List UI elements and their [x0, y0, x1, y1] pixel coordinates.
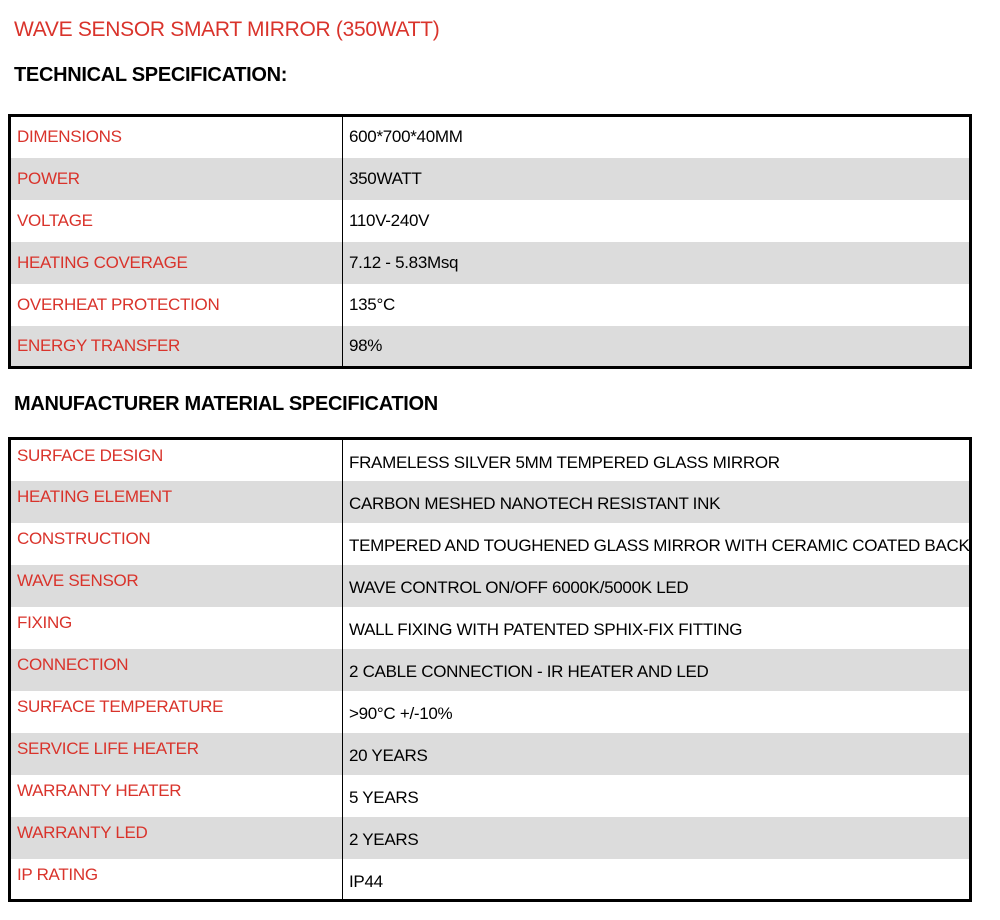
spec-value: 2 CABLE CONNECTION - IR HEATER AND LED — [343, 649, 971, 691]
table-row — [10, 116, 971, 158]
table-row — [10, 649, 971, 691]
table-row — [10, 284, 971, 326]
spec-value: 135°C — [349, 294, 395, 314]
spec-label: WARRANTY LED — [10, 817, 343, 859]
table-row — [10, 158, 971, 200]
spec-label: ENERGY TRANSFER — [10, 326, 343, 368]
table-row — [10, 775, 971, 817]
spec-label: HEATING COVERAGE — [10, 242, 343, 284]
spec-label: WAVE SENSOR — [10, 565, 343, 607]
table-row — [10, 439, 971, 481]
spec-label: HEATING ELEMENT — [10, 481, 343, 523]
spec-value: 98% — [343, 326, 971, 368]
spec-label: WARRANTY HEATER — [10, 775, 343, 817]
spec-value: 110V-240V — [349, 210, 430, 230]
spec-value: >90°C +/-10% — [343, 691, 971, 733]
table-row — [10, 565, 971, 607]
spec-label: VOLTAGE — [10, 200, 343, 242]
table-row — [10, 242, 971, 284]
spec-value: 2 YEARS — [343, 817, 971, 859]
table-row — [10, 733, 971, 775]
manufacturer-spec-table — [8, 437, 972, 902]
spec-value: 20 YEARS — [343, 733, 971, 775]
spec-label: SERVICE LIFE HEATER — [10, 733, 343, 775]
table-row — [10, 326, 971, 368]
spec-value: WALL FIXING WITH PATENTED SPHIX-FIX FITTING — [343, 607, 971, 649]
spec-value: TEMPERED AND TOUGHENED GLASS MIRROR WITH CERAMIC COATED BACK — [343, 523, 971, 565]
product-title: WAVE SENSOR SMART MIRROR (350WATT) — [14, 18, 440, 41]
technical-spec-heading: TECHNICAL SPECIFICATION: — [14, 64, 288, 86]
table-row — [10, 691, 971, 733]
table-row — [10, 481, 971, 523]
spec-label: CONSTRUCTION — [10, 523, 343, 565]
table-row — [10, 859, 971, 901]
spec-value: 600*700*40MM — [349, 127, 463, 147]
spec-value: FRAMELESS SILVER 5MM TEMPERED GLASS MIRROR — [343, 439, 971, 481]
spec-label: SURFACE TEMPERATURE — [10, 691, 343, 733]
spec-value: 7.12 - 5.83Msq — [343, 242, 971, 284]
spec-value: 350WATT — [343, 158, 971, 200]
spec-label: IP RATING — [10, 859, 343, 901]
spec-value: CARBON MESHED NANOTECH RESISTANT INK — [343, 481, 971, 523]
spec-label: SURFACE DESIGN — [10, 439, 343, 481]
table-row — [10, 523, 971, 565]
spec-label: FIXING — [10, 607, 343, 649]
spec-value: 5 YEARS — [343, 775, 971, 817]
technical-spec-table — [8, 114, 972, 369]
spec-value: IP44 — [343, 859, 971, 901]
table-row — [10, 200, 971, 242]
spec-label: CONNECTION — [10, 649, 343, 691]
spec-value: WAVE CONTROL ON/OFF 6000K/5000K LED — [343, 565, 971, 607]
spec-label: DIMENSIONS — [10, 116, 343, 158]
table-row — [10, 817, 971, 859]
spec-label: POWER — [10, 158, 343, 200]
spec-label: OVERHEAT PROTECTION — [10, 284, 343, 326]
manufacturer-spec-heading: MANUFACTURER MATERIAL SPECIFICATION — [14, 393, 438, 415]
table-row — [10, 607, 971, 649]
